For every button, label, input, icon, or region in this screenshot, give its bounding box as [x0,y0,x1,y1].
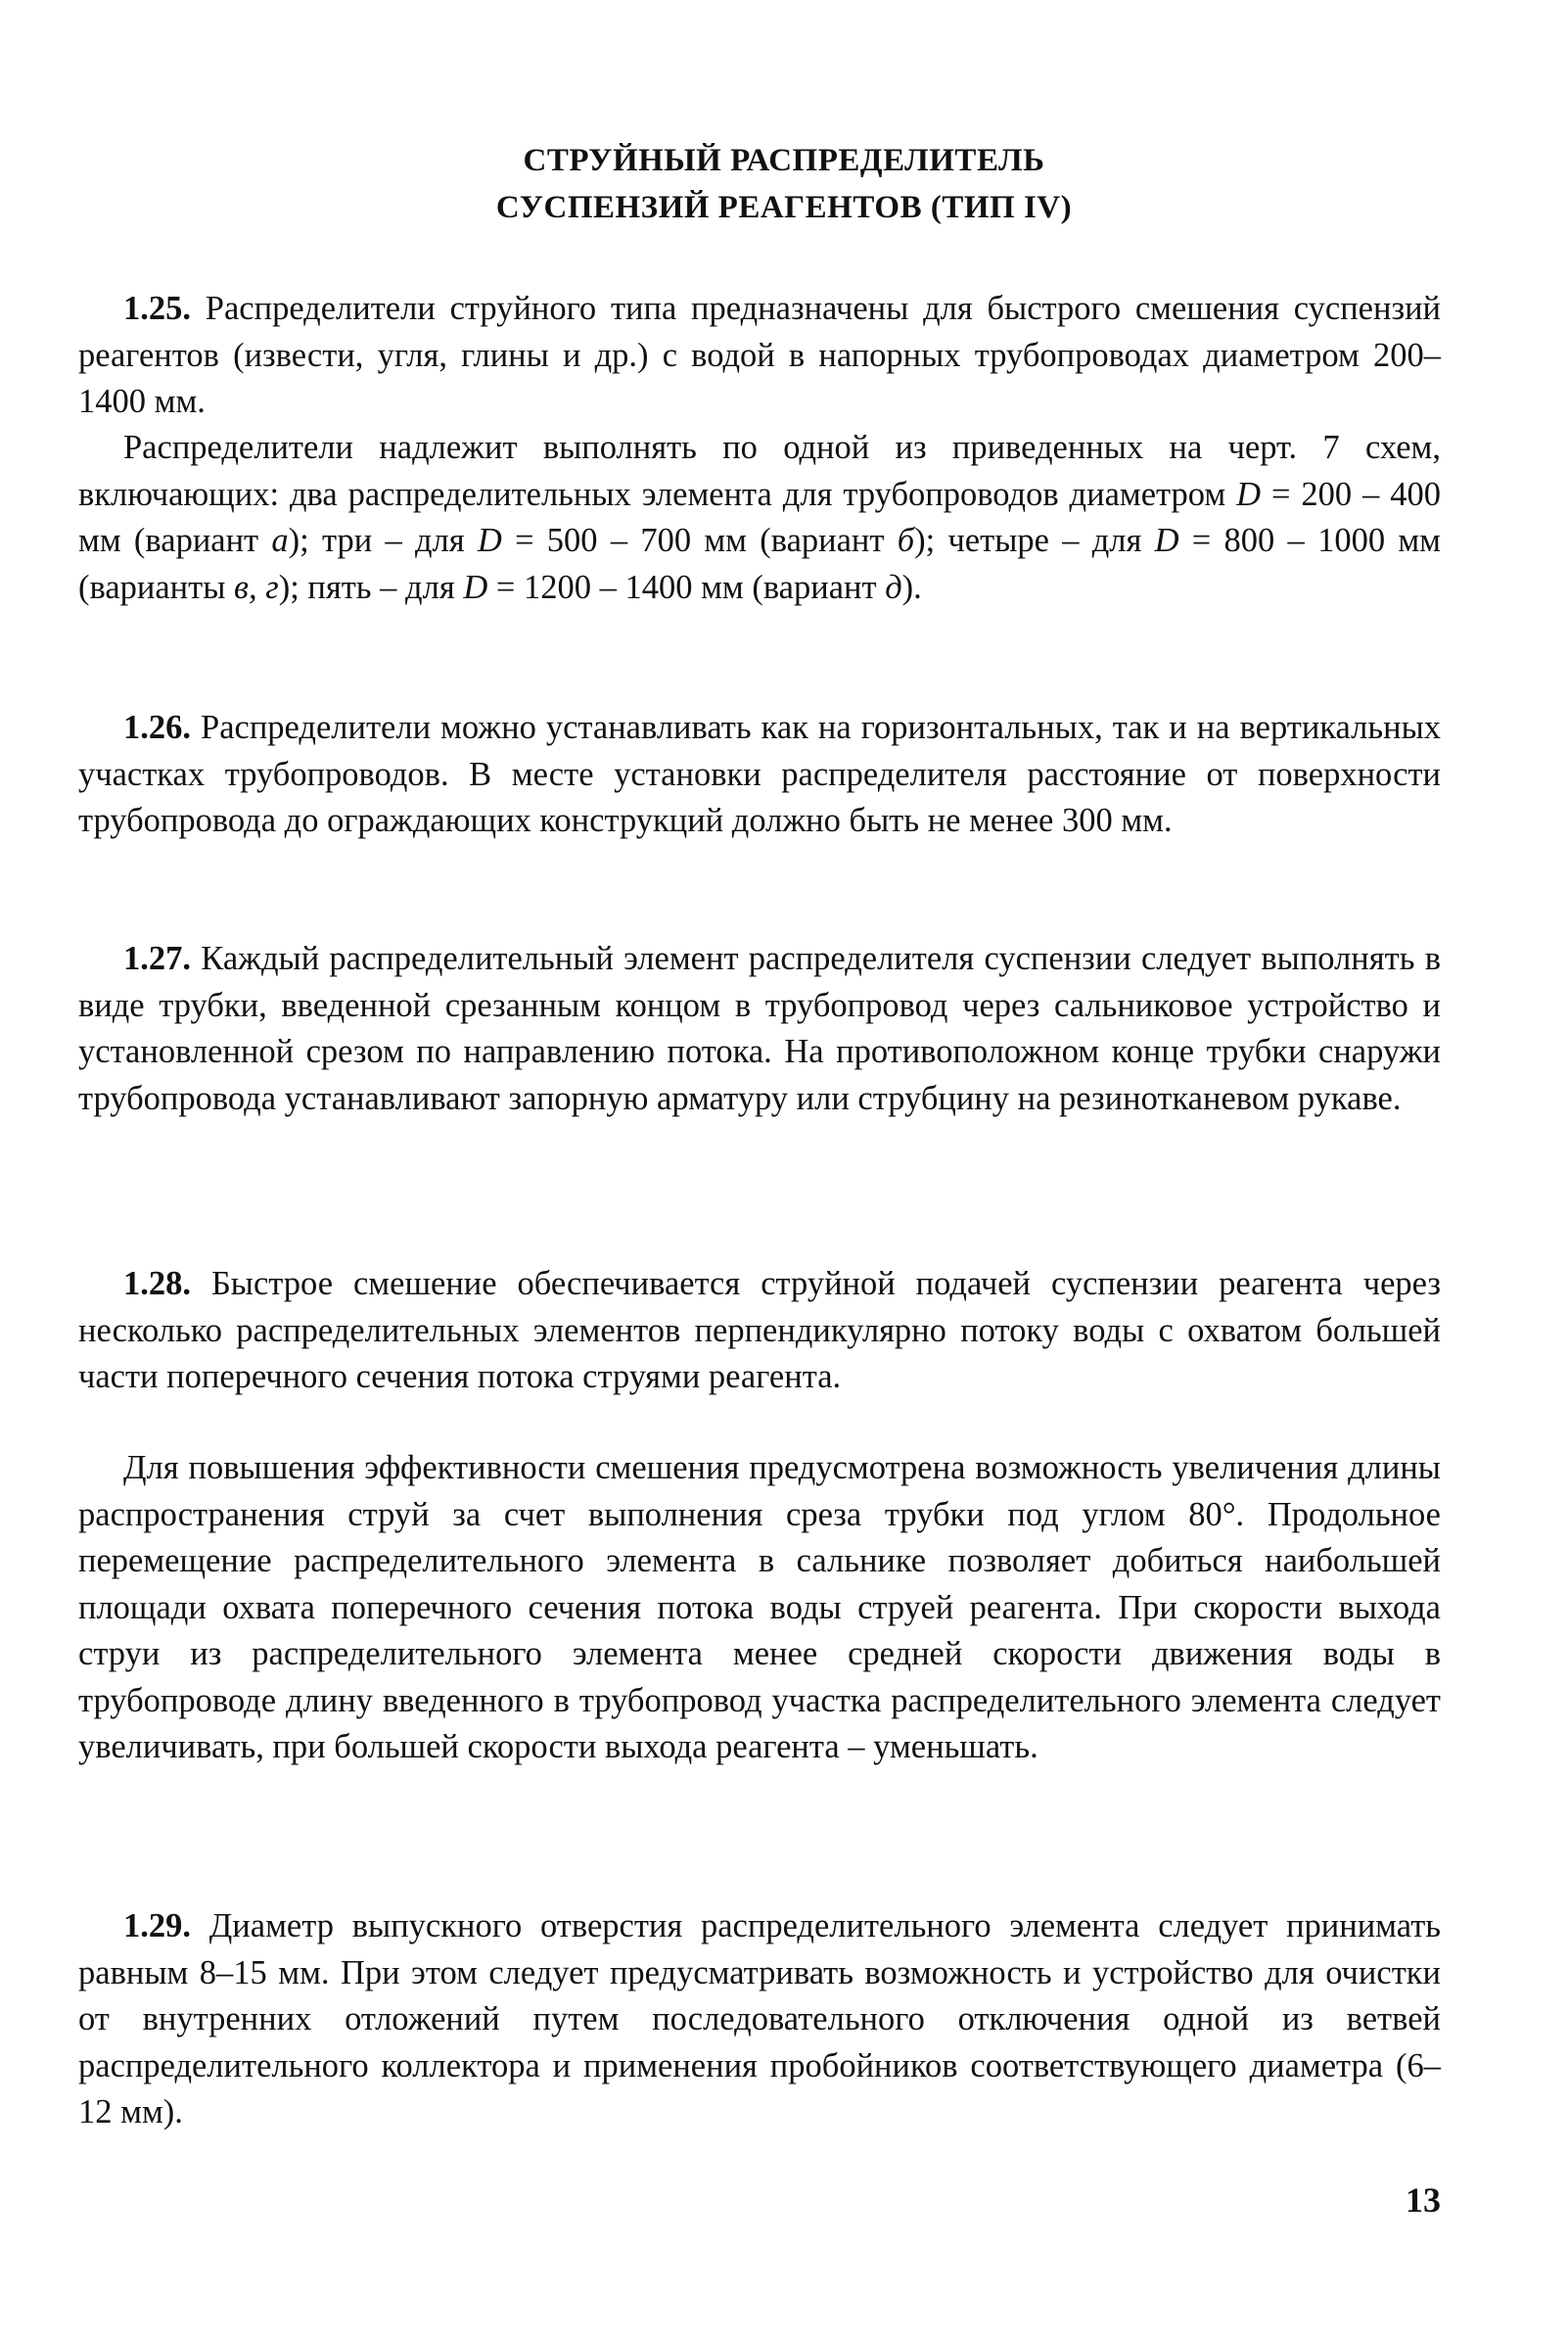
paragraph-1-25-variants [78,425,1441,611]
text-run: = 1200 – 1400 мм (вариант [487,568,886,606]
symbol-d: D [463,568,488,606]
paragraph-text: Для повышения эффективности смешения предусмотрена возможность увеличения длины распространения струй за счет выполнения среза трубки под углом 80°. Продольное перемещение распределительного элемента в сальнике позволяет добиться наибольшей площади охвата поперечного сечения потока воды струей реагента. При скорости выхода струи из распределительного элемента менее средней скорости движения воды в трубопроводе длину введенного в трубопровод участка распределительного элемента следует увеличивать, при большей скорости выхода реагента – уменьшать. [78,1449,1441,1765]
text-run: ); четыре – для [914,522,1155,559]
paragraph-1-27 [78,936,1441,1122]
symbol-d: D [1154,522,1179,559]
variant-letter: а [271,522,289,559]
clause-number: 1.28. [123,1265,191,1302]
text-run: ). [901,568,922,606]
paragraph-text: Диаметр выпускного отверстия распределительного элемента следует принимать равным 8–15 мм. При этом следует предусматривать возможность и устройство для очистки от внутренних отложений путем последовательного отключения одной из ветвей распределительного коллектора и применения пробойников соответствующего диаметра (6–12 мм). [78,1907,1442,2130]
paragraph-1-29 [78,1903,1441,2136]
symbol-d: D [477,522,502,559]
section-title-line-1: СТРУЙНЫЙ РАСПРЕДЕЛИТЕЛЬ [523,143,1045,178]
variant-letter: б [897,522,915,559]
text-run: = 500 – 700 мм (вариант [501,522,898,559]
paragraph-1-28-efficiency [78,1445,1441,1771]
paragraph-text: Распределители струйного типа предназначены для быстрого смешения суспензий реагентов (извести, угля, глины и др.) с водой в напорных трубопроводах диаметром 200–1400 мм. [78,290,1442,420]
text-run: ); три – для [288,522,478,559]
text-run: = 200 – 400 мм (вариант [78,475,1441,559]
paragraph-text: Распределители можно устанавливать как на горизонтальных, так и на вертикальных участках трубопроводов. В месте установки распределителя расстояние от поверхности трубопровода до ограждающих конструкций должно быть не менее 300 мм. [78,709,1442,839]
variant-letter: в, г [234,568,279,606]
symbol-d: D [1236,475,1262,513]
text-run: = 800 – 1000 мм (варианты [78,522,1441,606]
clause-number: 1.26. [123,709,191,746]
paragraph-1-25 [78,286,1441,426]
clause-number: 1.25. [123,290,191,327]
clause-number: 1.27. [123,940,191,977]
paragraph-text: Быстрое смешение обеспечивается струйной подачей суспензии реагента через несколько распределительных элементов перпендикулярно потоку воды с охватом большей части поперечного сечения потока струями реагента. [78,1265,1441,1395]
section-title-line-2: СУСПЕНЗИЙ РЕАГЕНТОВ (ТИП IV) [495,190,1073,225]
paragraph-1-26 [78,705,1441,845]
clause-number: 1.29. [123,1907,191,1944]
text-run: Распределители надлежит выполнять по одной из приведенных на черт. 7 схем, включающих: два распределительных элемента для трубопроводов диаметром [78,429,1441,513]
paragraph-text: Каждый распределительный элемент распределителя суспензии следует выполнять в виде трубки, введенной срезанным концом в трубопровод через сальниковое устройство и установленной срезом по направлению потока. На противоположном конце трубки снаружи трубопровода устанавливают запорную арматуру или струбцину на резинотканевом рукаве. [78,940,1442,1117]
page-number: 13 [1406,2180,1441,2220]
paragraph-1-28 [78,1261,1441,1401]
variant-letter: д [885,568,902,606]
text-run: ); пять – для [278,568,464,606]
